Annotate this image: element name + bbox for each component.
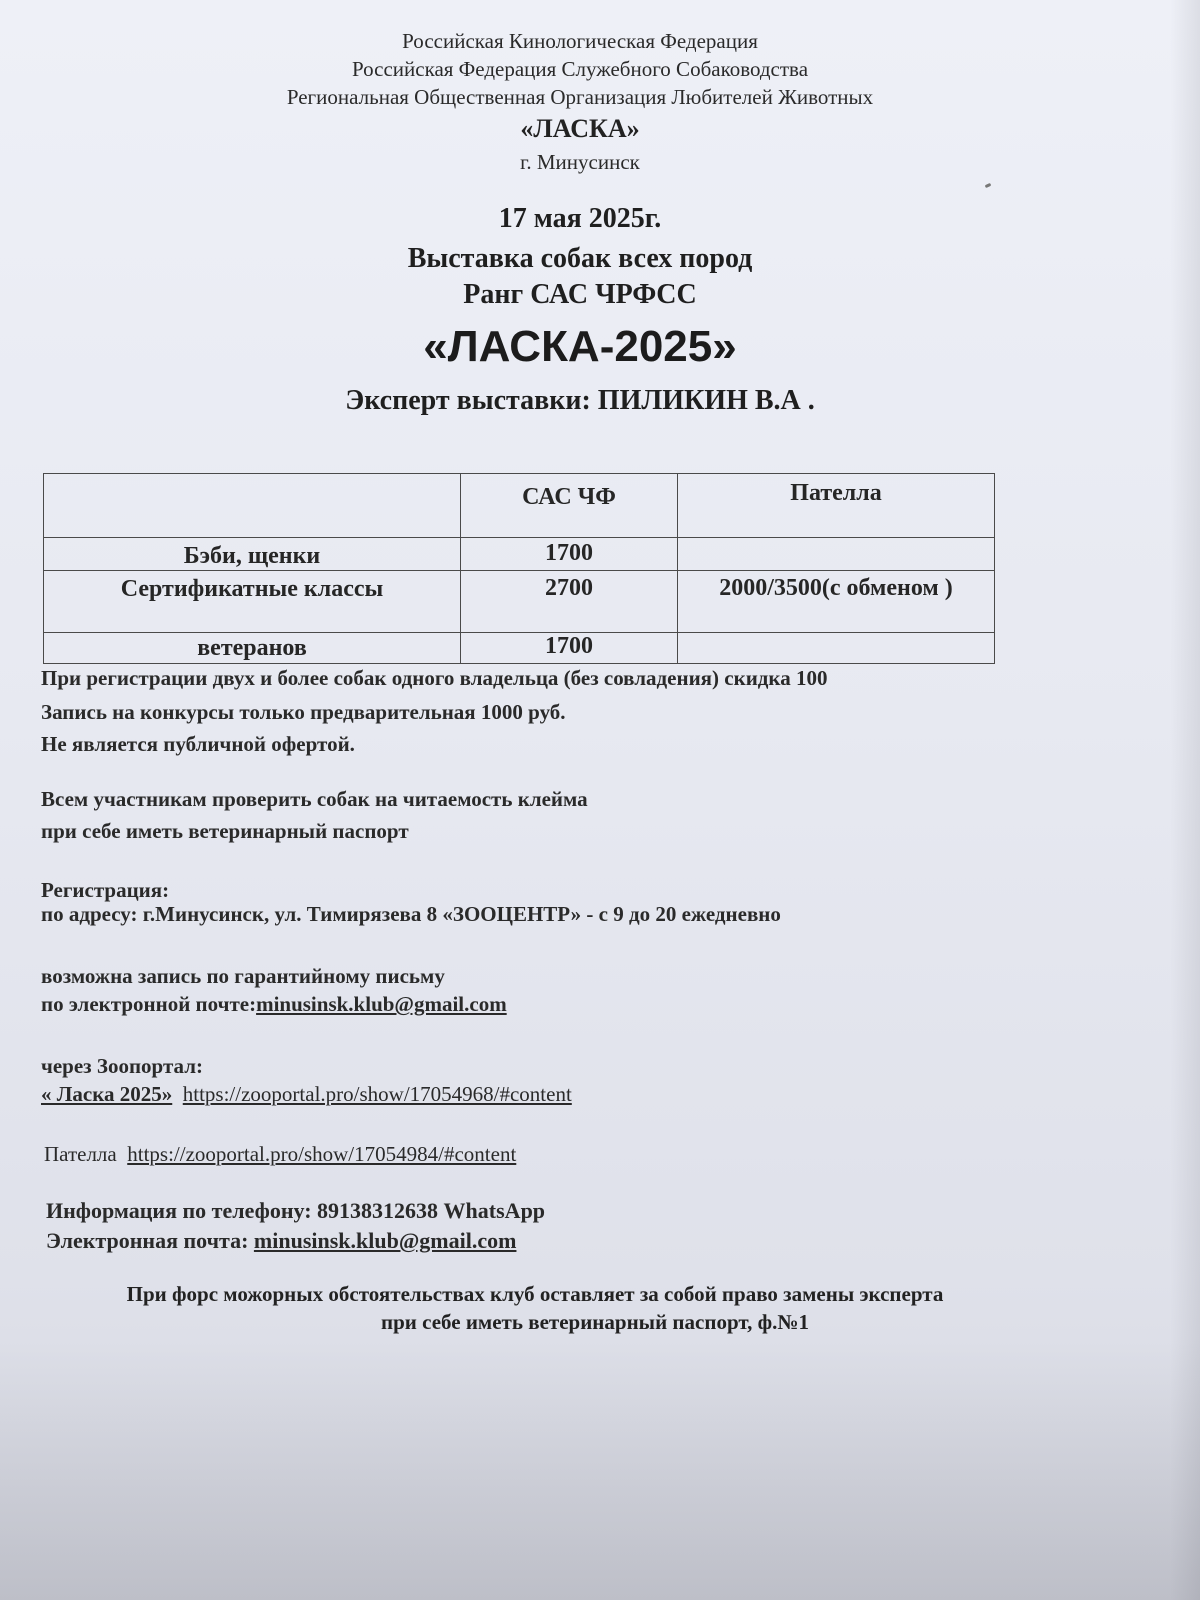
event-date: 17 мая 2025г. bbox=[498, 203, 662, 234]
row-cac: 1700 bbox=[461, 538, 678, 571]
guarantee-note: возможна запись по гарантийному письму bbox=[41, 964, 445, 988]
event-expert: Эксперт выставки: ПИЛИКИН В.А . bbox=[345, 385, 815, 416]
registration-email-link[interactable]: minusinsk.klub@gmail.com bbox=[256, 992, 507, 1016]
row-cac: 1700 bbox=[461, 633, 678, 664]
vet-passport-note: при себе иметь ветеринарный паспорт bbox=[41, 819, 409, 843]
row-patella: 2000/3500(с обменом ) bbox=[678, 571, 995, 633]
table-header-row bbox=[44, 474, 995, 538]
email-registration bbox=[41, 992, 507, 1017]
registration-address: по адресу: г.Минусинск, ул. Тимирязева 8 «ЗООЦЕНТР» - с 9 до 20 ежедневно bbox=[41, 902, 781, 926]
zooportal-show-label[interactable]: « Ласка 2025» bbox=[41, 1082, 173, 1106]
zooportal-title: через Зоопортал: bbox=[41, 1054, 203, 1078]
contact-email-line bbox=[46, 1228, 516, 1254]
row-label: Сертификатные классы bbox=[44, 571, 461, 633]
club-name: «ЛАСКА» bbox=[520, 114, 640, 143]
org-line-1: Российская Кинологическая Федерация bbox=[402, 29, 758, 53]
zooportal-show-line bbox=[41, 1082, 572, 1107]
row-label: ветеранов bbox=[44, 633, 461, 664]
row-label: Бэби, щенки bbox=[44, 538, 461, 571]
city: г. Минусинск bbox=[520, 150, 640, 174]
row-patella bbox=[678, 538, 995, 571]
phone-line: Информация по телефону: 89138312638 WhatsApp bbox=[46, 1198, 546, 1223]
org-line-2: Российская Федерация Служебного Собаководства bbox=[351, 57, 809, 81]
offer-note: Не является публичной офертой. bbox=[41, 732, 355, 756]
vet-passport-form-note: при себе иметь ветеринарный паспорт, ф.№1 bbox=[381, 1310, 809, 1334]
force-majeure-note: При форс можорных обстоятельствах клуб оставляет за собой право замены эксперта bbox=[126, 1282, 944, 1306]
row-patella bbox=[678, 633, 995, 664]
price-table bbox=[43, 473, 995, 664]
table-row bbox=[44, 571, 995, 633]
zooportal-show-link[interactable]: https://zooportal.pro/show/17054968/#content bbox=[182, 1082, 572, 1106]
row-cac: 2700 bbox=[461, 571, 678, 633]
event-type: Выставка собак всех пород bbox=[407, 243, 753, 274]
discount-note: При регистрации двух и более собак одного владельца (без совладения) скидка 100 bbox=[41, 666, 828, 690]
contests-note: Запись на конкурсы только предварительная 1000 руб. bbox=[41, 700, 566, 724]
org-line-3: Региональная Общественная Организация Любителей Животных bbox=[286, 85, 874, 109]
table-header-cac: САС ЧФ bbox=[461, 474, 678, 538]
patella-line bbox=[44, 1142, 516, 1167]
paper-shadow-bottom bbox=[0, 1340, 1200, 1600]
event-rank: Ранг САС ЧРФСС bbox=[463, 279, 697, 310]
patella-label: Пателла bbox=[44, 1142, 117, 1166]
table-header-empty bbox=[44, 474, 461, 538]
check-brand-note: Всем участникам проверить собак на читаемость клейма bbox=[41, 787, 588, 811]
paper-speck bbox=[985, 183, 992, 188]
contact-email-label: Электронная почта: bbox=[46, 1228, 249, 1253]
contact-email-link[interactable]: minusinsk.klub@gmail.com bbox=[253, 1228, 517, 1253]
email-prefix: по электронной почте: bbox=[41, 992, 257, 1016]
patella-link[interactable]: https://zooportal.pro/show/17054984/#content bbox=[127, 1142, 517, 1166]
event-name: «ЛАСКА-2025» bbox=[423, 322, 737, 371]
registration-title: Регистрация: bbox=[41, 878, 170, 902]
table-row bbox=[44, 538, 995, 571]
table-header-patella: Пателла bbox=[678, 474, 995, 538]
table-row bbox=[44, 633, 995, 664]
